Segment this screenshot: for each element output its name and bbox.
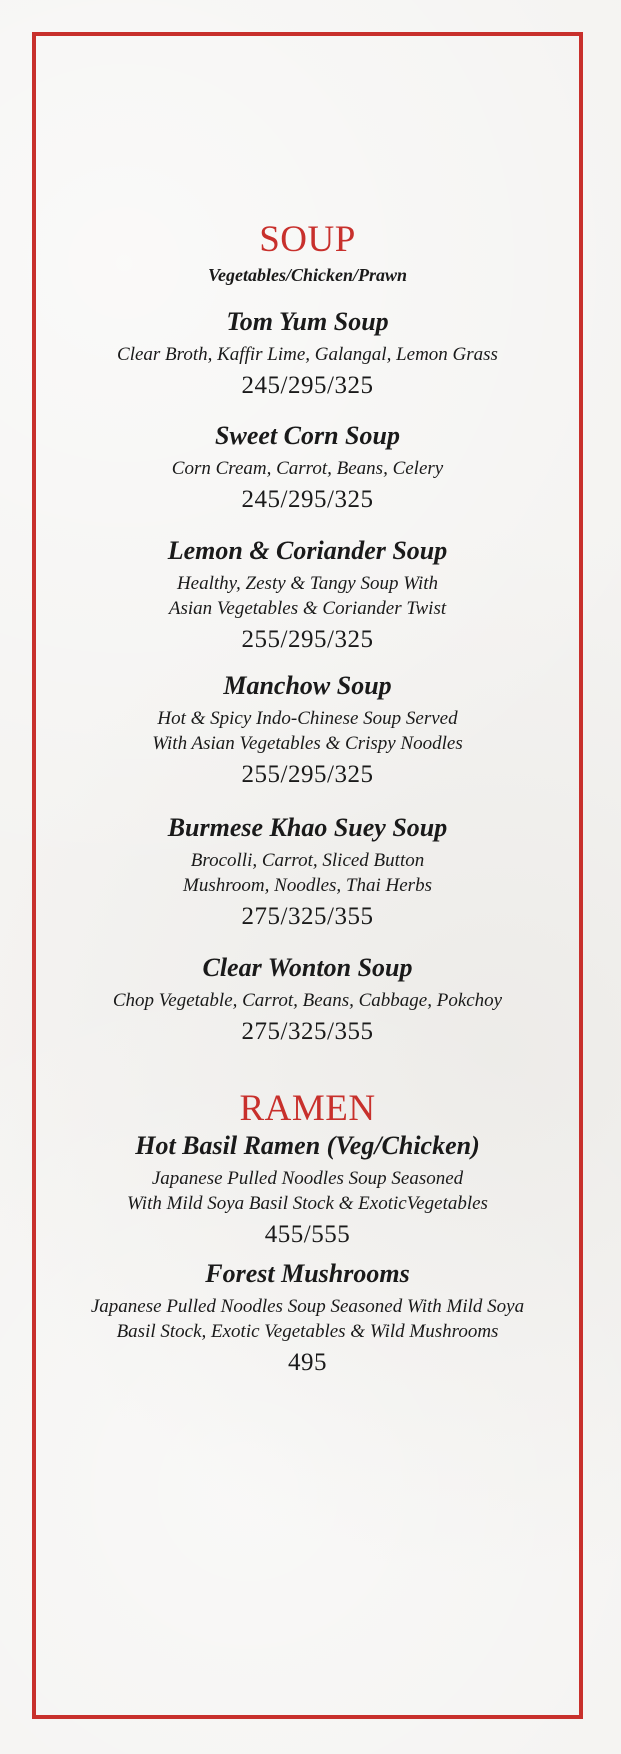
menu-item-lemon-coriander-soup	[36, 536, 579, 655]
item-price: 245/295/325	[241, 372, 374, 399]
item-price: 455/555	[264, 1221, 351, 1248]
item-description: Hot & Spicy Indo-Chinese Soup Served With Asian Vegetables & Crispy Noodles	[152, 708, 463, 754]
item-description: Japanese Pulled Noodles Soup Seasoned With Mild Soya Basil Stock & ExoticVegetables	[127, 1168, 488, 1214]
item-price: 255/295/325	[241, 626, 374, 653]
item-description: Japanese Pulled Noodles Soup Seasoned With Mild Soya Basil Stock, Exotic Vegetables & Wild Mushrooms	[90, 1296, 525, 1342]
menu-item-forest-mushrooms	[36, 1259, 579, 1378]
item-description: Healthy, Zesty & Tangy Soup With Asian Vegetables & Coriander Twist	[168, 573, 447, 619]
item-price: 495	[288, 1349, 327, 1376]
item-name: Tom Yum Soup	[226, 307, 389, 336]
item-description: Brocolli, Carrot, Sliced Button Mushroom, Noodles, Thai Herbs	[183, 850, 432, 896]
menu-item-clear-wonton-soup	[36, 953, 579, 1047]
item-price: 245/295/325	[241, 486, 374, 513]
soup-section-subtitle: Vegetables/Chicken/Prawn	[207, 265, 407, 285]
item-name: Forest Mushrooms	[205, 1259, 410, 1288]
soup-section-title: SOUP	[259, 219, 356, 260]
item-name: Sweet Corn Soup	[215, 421, 400, 450]
item-name: Burmese Khao Suey Soup	[167, 813, 448, 842]
item-name: Manchow Soup	[223, 671, 392, 700]
item-description: Clear Broth, Kaffir Lime, Galangal, Lemon Grass	[117, 344, 498, 365]
menu-item-manchow-soup	[36, 671, 579, 790]
menu-item-hot-basil-ramen	[36, 1131, 579, 1250]
menu-item-tom-yum-soup	[36, 307, 579, 401]
item-name: Clear Wonton Soup	[202, 953, 413, 982]
menu-item-sweet-corn-soup	[36, 421, 579, 515]
menu-item-burmese-khao-suey-soup	[36, 813, 579, 932]
ramen-section-header	[36, 1089, 579, 1129]
item-price: 275/325/355	[241, 1018, 374, 1045]
item-description: Chop Vegetable, Carrot, Beans, Cabbage, Pokchoy	[112, 990, 503, 1011]
item-price: 275/325/355	[241, 903, 374, 930]
item-description: Corn Cream, Carrot, Beans, Celery	[171, 458, 444, 479]
item-name: Lemon & Coriander Soup	[167, 536, 448, 565]
soup-section-header	[36, 220, 579, 286]
ramen-section-title: RAMEN	[239, 1088, 376, 1129]
item-price: 255/295/325	[241, 761, 374, 788]
item-name: Hot Basil Ramen (Veg/Chicken)	[135, 1131, 480, 1160]
